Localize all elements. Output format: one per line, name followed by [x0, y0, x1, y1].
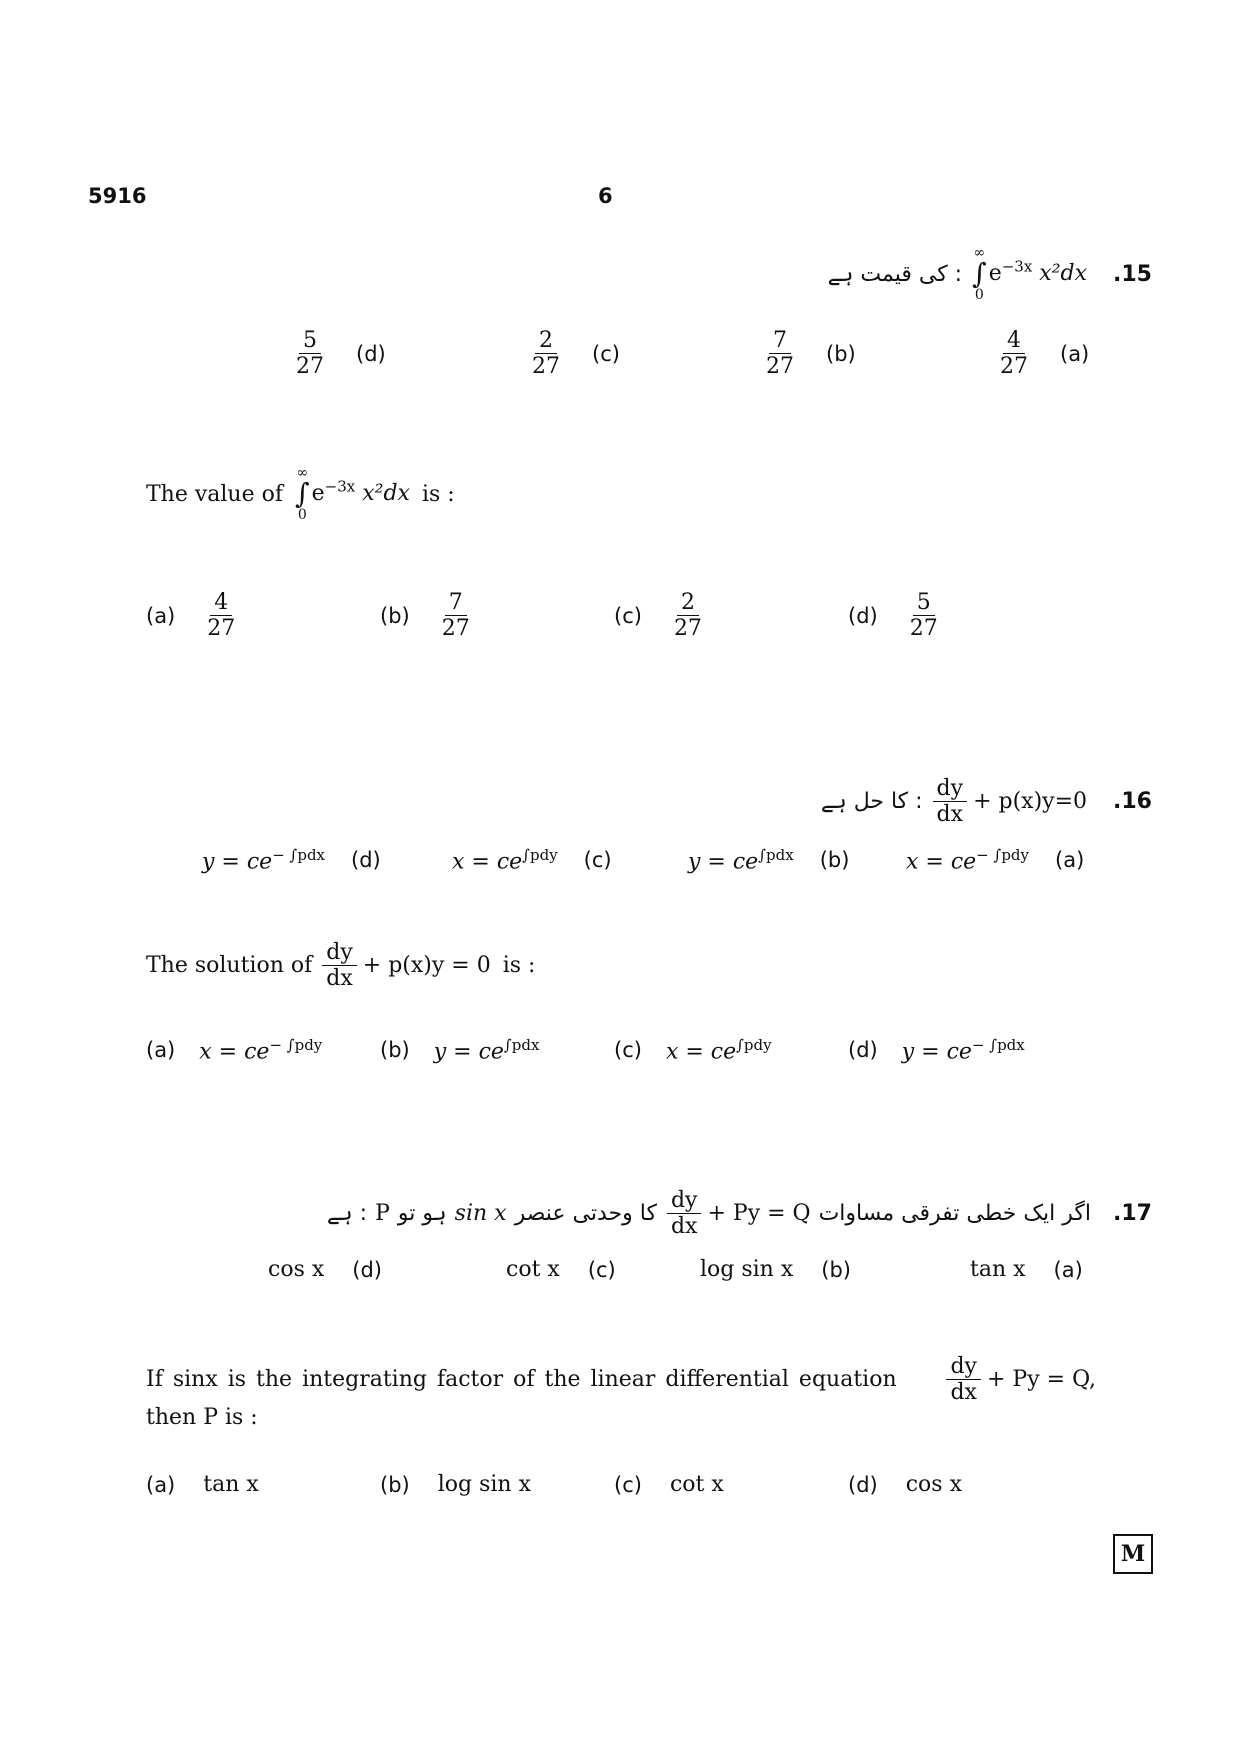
q15-en-option-c: (c) $\frac{2}{27}$: [614, 590, 702, 642]
page-number: 6: [598, 184, 613, 208]
q17-english-stem-line2: then P is :: [146, 1405, 258, 1430]
q15-integral: ∞ ∫ 0 $e^{-3x}$ x²dx: [972, 245, 1088, 303]
q17-number: .17: [1113, 1201, 1152, 1227]
q17-en-option-b: (b) log sin x: [380, 1472, 531, 1497]
q17-english-stem: If sinx is the integrating factor of the linear differential equation $\frac{dy}{dx}$ + Py = Q,: [146, 1354, 1096, 1406]
medium-mark-box: M: [1113, 1534, 1153, 1574]
q17-urdu-option-d: cos x (d): [268, 1257, 382, 1282]
q16-en-option-d: (d) $y = ce^{- \int pdx}$: [848, 1036, 1025, 1065]
q17-urdu-option-c: cot x (c): [506, 1257, 616, 1282]
q16-urdu-option-c: $x = ce^{\int pdy}$ (c): [452, 846, 612, 875]
q17-en-option-c: (c) cot x: [614, 1472, 724, 1497]
q16-en-option-a: (a) $x = ce^{- \int pdy}$: [146, 1036, 323, 1065]
q16-urdu-option-b: $y = ce^{\int pdx}$ (b): [688, 846, 850, 875]
q16-en-option-c: (c) $x = ce^{\int pdy}$: [614, 1036, 772, 1065]
q17-en-option-a: (a) tan x: [146, 1472, 259, 1497]
q17-urdu-option-a: tan x (a): [970, 1257, 1083, 1282]
q15-urdu-option-a: $\frac{4}{27}$ (a): [1000, 328, 1090, 380]
q15-urdu-text: : کی قیمت ہے: [827, 261, 963, 287]
q15-urdu-stem: [828, 246, 1152, 302]
q15-en-option-b: (b) $\frac{7}{27}$: [380, 590, 470, 642]
q17-urdu-option-b: log sin x (b): [700, 1257, 851, 1282]
q15-en-option-a: (a) $\frac{4}{27}$: [146, 590, 236, 642]
q15-number: .15: [1113, 261, 1152, 287]
paper-code: 5916: [88, 184, 147, 208]
q15-urdu-option-c: $\frac{2}{27}$ (c): [532, 328, 620, 380]
q17-urdu-stem: : ہے P ہو تو sin x کا وحدتی عنصر $\frac{dy}{dx}$ + Py = Q اگر ایک خطی تفرقی مساوات .17: [326, 1188, 1152, 1240]
q15-en-integral: ∞ ∫ 0 $e^{-3x}$ x²dx: [295, 465, 410, 523]
q16-urdu-option-a: $x = ce^{- \int pdy}$ (a): [906, 846, 1085, 875]
q16-urdu-stem: : کا حل ہے $\frac{dy}{dx}$ + p(x)y=0 .16: [820, 776, 1152, 828]
q15-urdu-option-d: $\frac{5}{27}$ (d): [296, 328, 386, 380]
q16-urdu-option-d: $y = ce^{- \int pdx}$ (d): [202, 846, 381, 875]
q15-en-option-d: (d) $\frac{5}{27}$: [848, 590, 938, 642]
q16-english-stem: The solution of $\frac{dy}{dx}$ + p(x)y = 0 is :: [146, 940, 536, 992]
q16-number: .16: [1113, 789, 1152, 815]
q15-urdu-option-b: $\frac{7}{27}$ (b): [766, 328, 856, 380]
q15-english-stem: The value of ∞ ∫ 0 $e^{-3x}$ x²dx is :: [146, 465, 455, 523]
q16-en-option-b: (b) $y = ce^{\int pdx}$: [380, 1036, 540, 1065]
q17-en-option-d: (d) cos x: [848, 1472, 962, 1497]
